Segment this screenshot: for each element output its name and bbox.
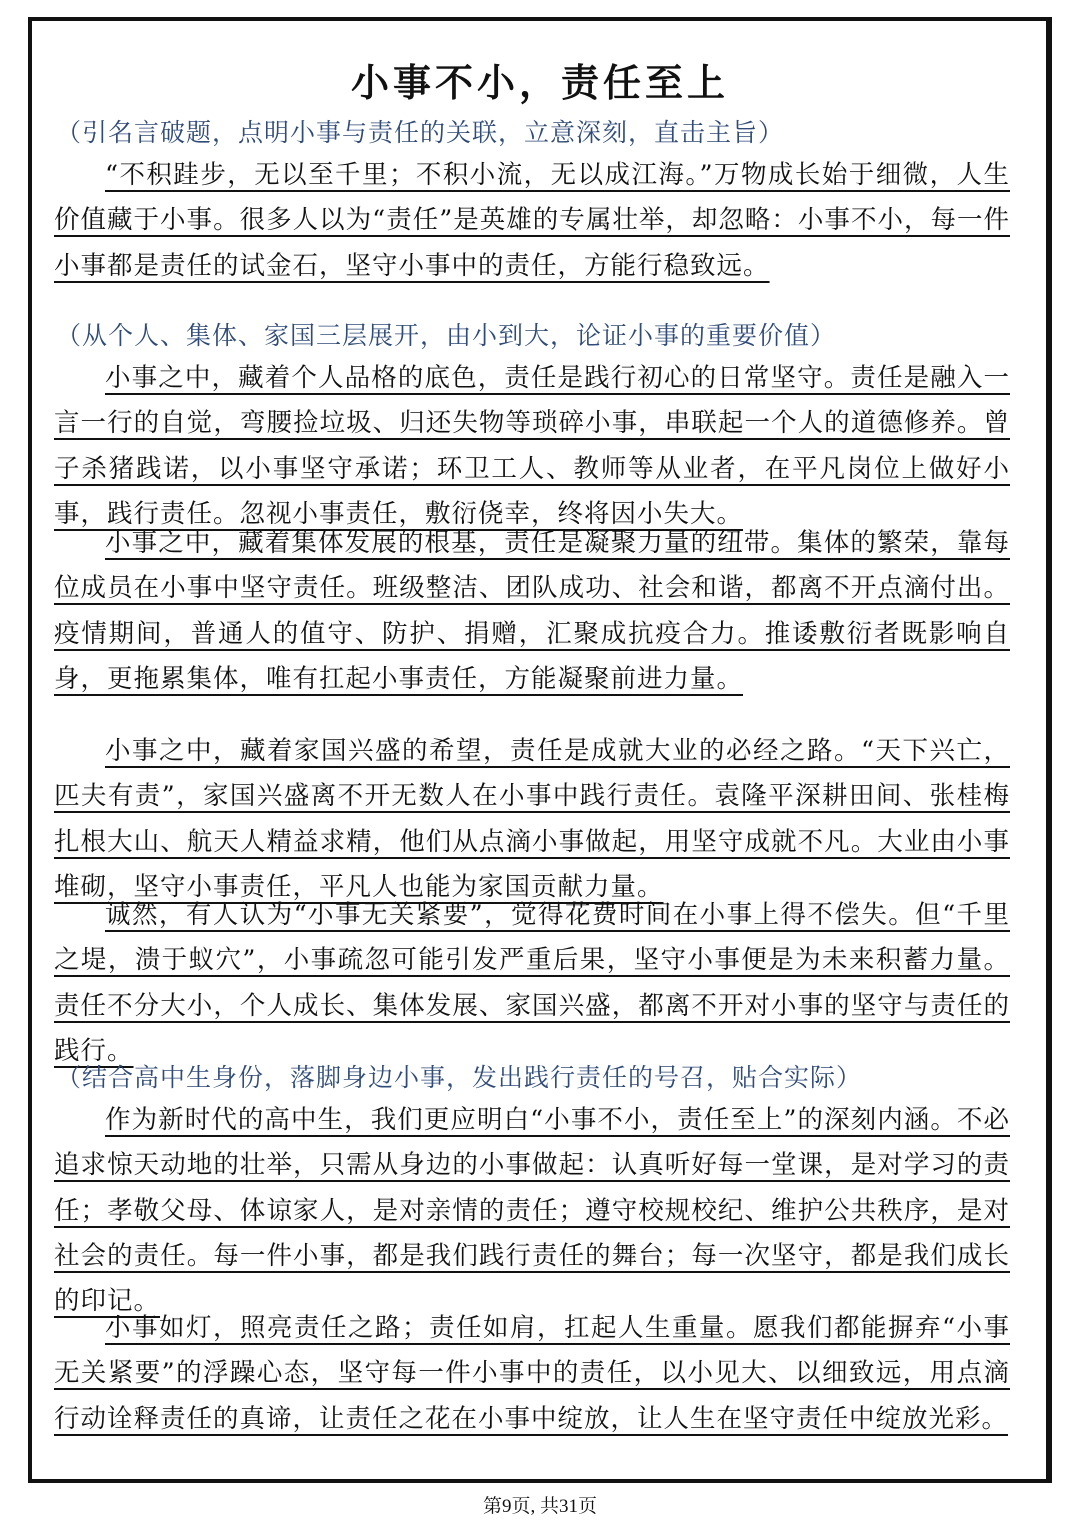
paragraph-ending (54, 1306, 1010, 1442)
paragraph-intro (54, 153, 1010, 289)
paragraph-text: 作为新时代的高中生，我们更应明白“小事不小，责任至上”的深刻内涵。不必追求惊天动地的壮举，只需从身边的小事做起：认真听好每一堂课，是对学习的责任；孝敬父母、体谅家人，是对亲情的责任；遵守校规校纪、维护公共秩序，是对社会的责任。每一件小事，都是我们践行责任的舞台；每一次坚守，都是我们成长的印记。 (54, 1105, 1010, 1317)
paragraph-text: 小事之中，藏着个人品格的底色，责任是践行初心的日常坚守。责任是融入一言一行的自觉，弯腰捡垃圾、归还失物等琐碎小事，串联起一个人的道德修养。曾子杀猪践诺，以小事坚守承诺；环卫工人、教师等从业者，在平凡岗位上做好小事，践行责任。忽视小事责任，敷衍侥幸，终将因小失大。 (54, 363, 1010, 529)
paragraph-text: 小事如灯，照亮责任之路；责任如肩，扛起人生重量。愿我们都能摒弃“小事无关紧要”的浮躁心态，坚守每一件小事中的责任，以小见大、以细致远，用点滴行动诠释责任的真谛，让责任之花在小事中绽放，让人生在坚守责任中绽放光彩。 (54, 1313, 1010, 1434)
annotation-conclusion: （结合高中生身份，落脚身边小事，发出践行责任的号召，贴合实际） (56, 1063, 863, 1092)
paragraph-text: 小事之中，藏着家国兴盛的希望，责任是成就大业的必经之路。“天下兴亡，匹夫有责”，家国兴盛离不开无数人在小事中践行责任。袁隆平深耕田间、张桂梅扎根大山、航天人精益求精，他们从点滴小事做起，用坚守成就不凡。大业由小事堆砌，坚守小事责任，平凡人也能为家国贡献力量。 (54, 736, 1010, 902)
annotation-body: （从个人、集体、家国三层展开，由小到大，论证小事的重要价值） (56, 321, 837, 350)
paragraph-student (54, 1098, 1010, 1324)
paragraph-collective (54, 521, 1010, 702)
paragraph-personal (54, 356, 1010, 537)
paragraph-text: “不积跬步，无以至千里；不积小流，无以成江海。”万物成长始于细微，人生价值藏于小事。很多人以为“责任”是英雄的专属壮举，却忽略：小事不小，每一件小事都是责任的试金石，坚守小事中的责任，方能行稳致远。 (54, 160, 1010, 281)
essay-title: 小事不小，责任至上 (350, 61, 729, 105)
paragraph-text: 诚然，有人认为“小事无关紧要”，觉得花费时间在小事上得不偿失。但“千里之堤，溃于蚁穴”，小事疏忽可能引发严重后果，坚守小事便是为未来积蓄力量。责任不分大小，个人成长、集体发展、家国兴盛，都离不开对小事的坚守与责任的践行。 (54, 900, 1010, 1066)
page-number: 第9页, 共31页 (482, 1496, 597, 1517)
paragraph-text: 小事之中，藏着集体发展的根基，责任是凝聚力量的纽带。集体的繁荣，靠每位成员在小事中坚守责任。班级整洁、团队成功、社会和谐，都离不开点滴付出。疫情期间，普通人的值守、防护、捐赠，汇聚成抗疫合力。推诿敷衍者既影响自身，更拖累集体，唯有扛起小事责任，方能凝聚前进力量。 (54, 528, 1010, 694)
paragraph-nation (54, 729, 1010, 910)
annotation-intro: （引名言破题，点明小事与责任的关联，立意深刻，直击主旨） (56, 118, 785, 147)
paragraph-counterargument (54, 893, 1010, 1074)
